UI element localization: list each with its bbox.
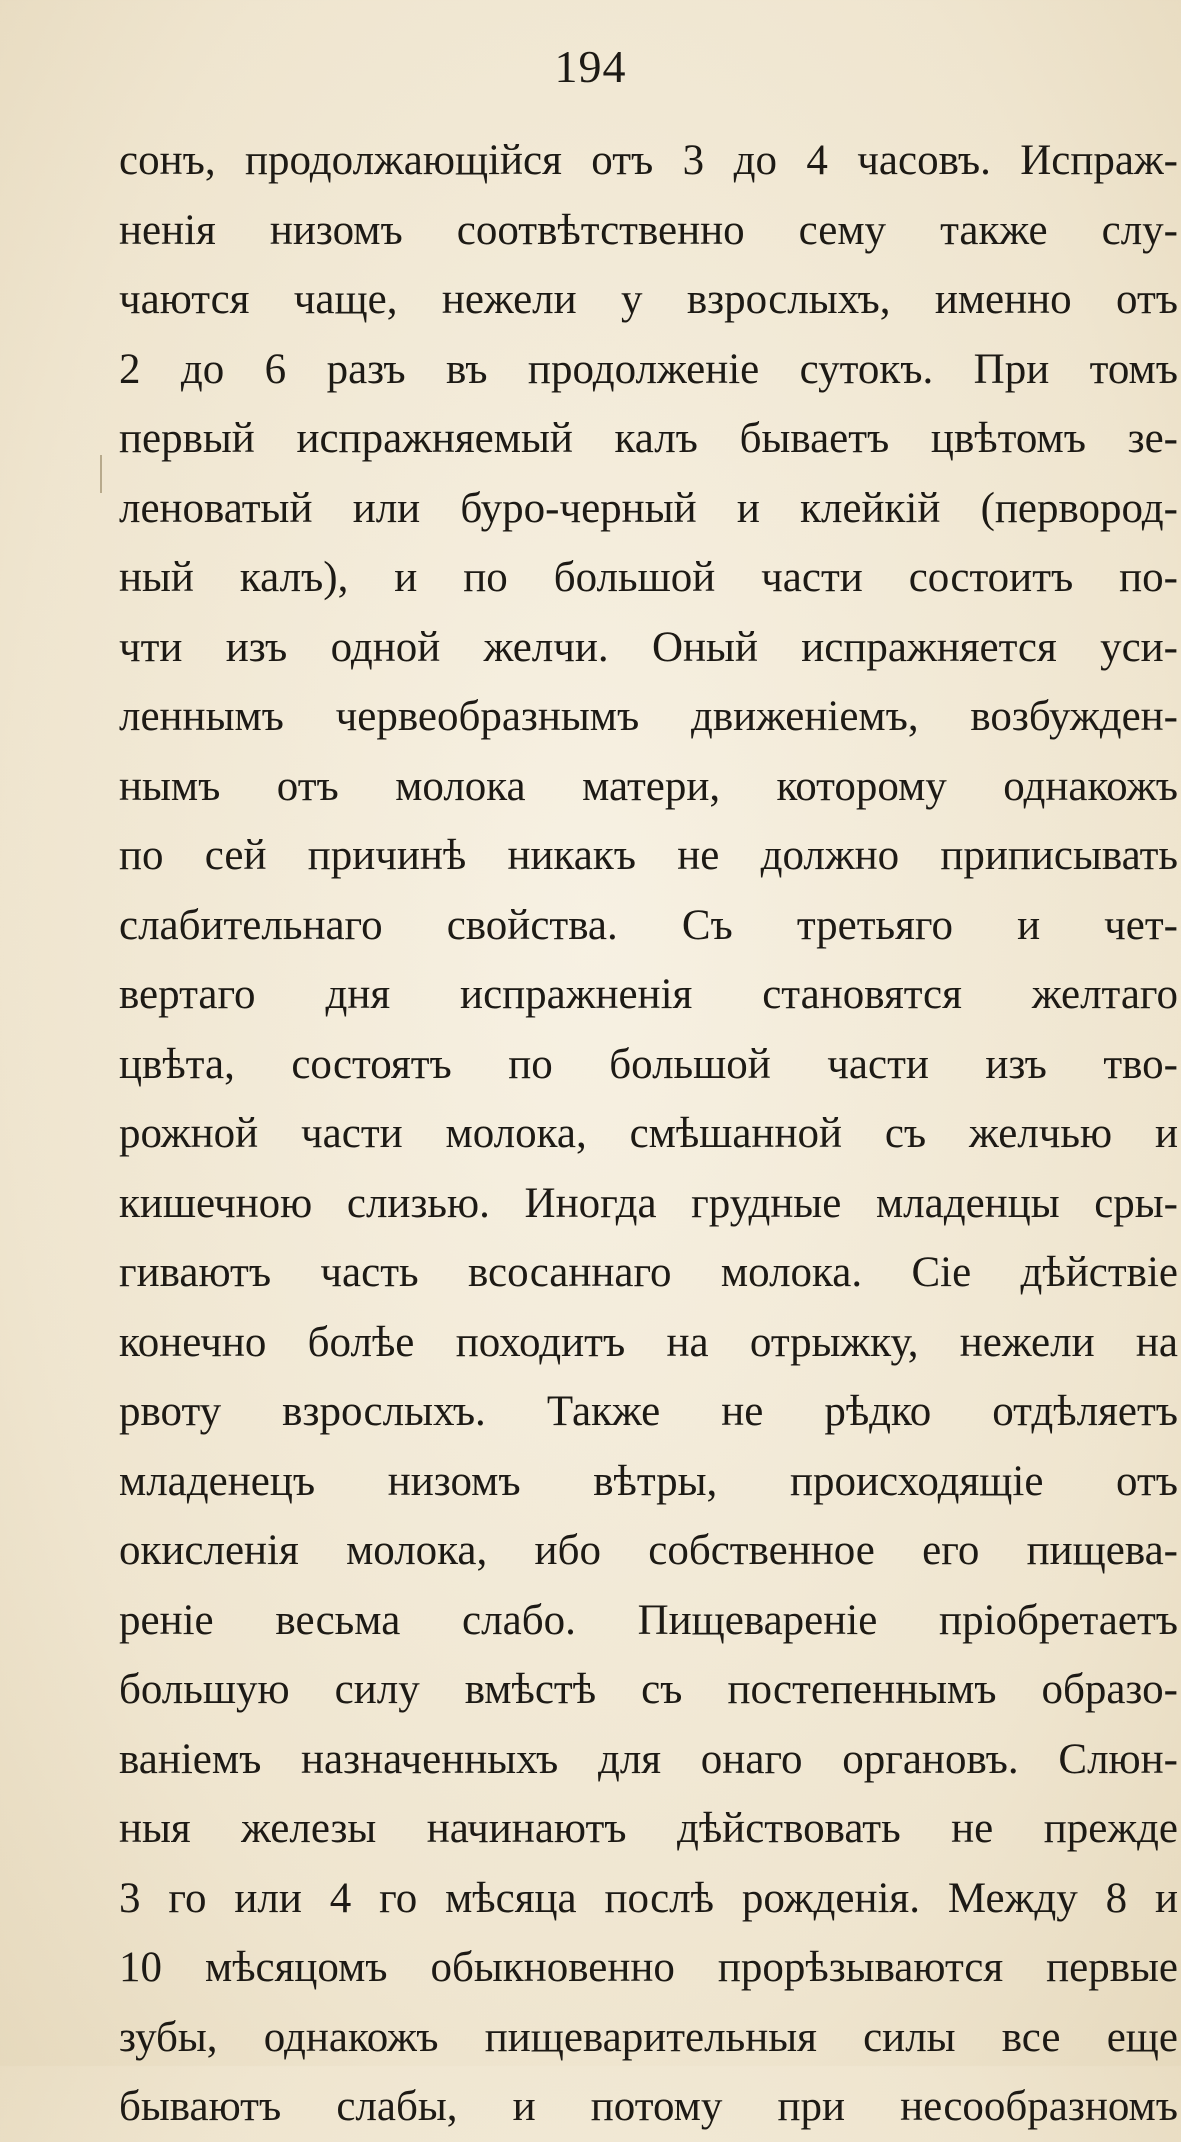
text-line: кишечною слизью. Иногда грудные младенцы сры-	[119, 1179, 1178, 1227]
text-line: ваніемъ назначенныхъ для онаго органовъ. Слюн-	[119, 1735, 1178, 1783]
text-line: конечно болѣе походитъ на отрыжку, нежели на	[119, 1318, 1178, 1366]
text-line: большую силу вмѣстѣ съ постепеннымъ образо-	[119, 1666, 1178, 1713]
text-line: 2 до 6 разъ въ продолженіе сутокъ. При томъ	[119, 345, 1178, 393]
text-line: слабительнаго свойства. Съ третьяго и чет-	[119, 901, 1178, 949]
text-line: бываютъ слабы, и потому при несообразномъ	[119, 2083, 1178, 2130]
text-line: ненія низомъ соотвѣтственно сему также слу-	[119, 206, 1178, 254]
text-line: чти изъ одной желчи. Оный испражняется уси-	[119, 623, 1178, 671]
text-line: ныя железы начинаютъ дѣйствовать не прежде	[119, 1805, 1178, 1852]
text-line: 3 го или 4 го мѣсяца послѣ рожденія. Между 8 и	[119, 1874, 1178, 1922]
text-line: рожной части молока, смѣшанной съ желчью и	[119, 1110, 1178, 1157]
text-line: леннымъ червеобразнымъ движеніемъ, возбужден-	[119, 693, 1178, 740]
text-line: 10 мѣсяцомъ обыкновенно прорѣзываются первые	[119, 1944, 1178, 1991]
text-line: зубы, однакожъ пищеварительныя силы все еще	[119, 2013, 1178, 2061]
text-line: реніе весьма слабо. Пищевареніе пріобретаетъ	[119, 1596, 1178, 1644]
text-line: цвѣта, состоятъ по большой части изъ тво-	[119, 1040, 1178, 1088]
body-text	[119, 126, 1178, 2142]
margin-mark	[100, 455, 102, 493]
text-line: окисленія молока, ибо собственное его пищева-	[119, 1527, 1178, 1574]
text-line: по сей причинѣ никакъ не должно приписывать	[119, 832, 1178, 879]
text-line: гиваютъ часть всосаннаго молока. Сіе дѣйствіе	[119, 1249, 1178, 1296]
text-line: рвоту взрослыхъ. Также не рѣдко отдѣляетъ	[119, 1388, 1178, 1435]
text-line: вертаго дня испражненія становятся желтаго	[119, 971, 1178, 1018]
text-line: младенецъ низомъ вѣтры, происходящіе отъ	[119, 1457, 1178, 1505]
text-line: сонъ, продолжающійся отъ 3 до 4 часовъ. Испраж-	[119, 137, 1178, 184]
text-line: чаются чаще, нежели у взрослыхъ, именно отъ	[119, 276, 1178, 323]
text-line: ный калъ), и по большой части состоитъ по-	[119, 554, 1178, 601]
page-number: 194	[554, 41, 627, 92]
text-line: нымъ отъ молока матери, которому однакожъ	[119, 762, 1178, 810]
text-line: леноватый или буро-черный и клейкій (первород-	[119, 484, 1178, 532]
text-line: первый испражняемый калъ бываетъ цвѣтомъ зе-	[119, 415, 1178, 462]
